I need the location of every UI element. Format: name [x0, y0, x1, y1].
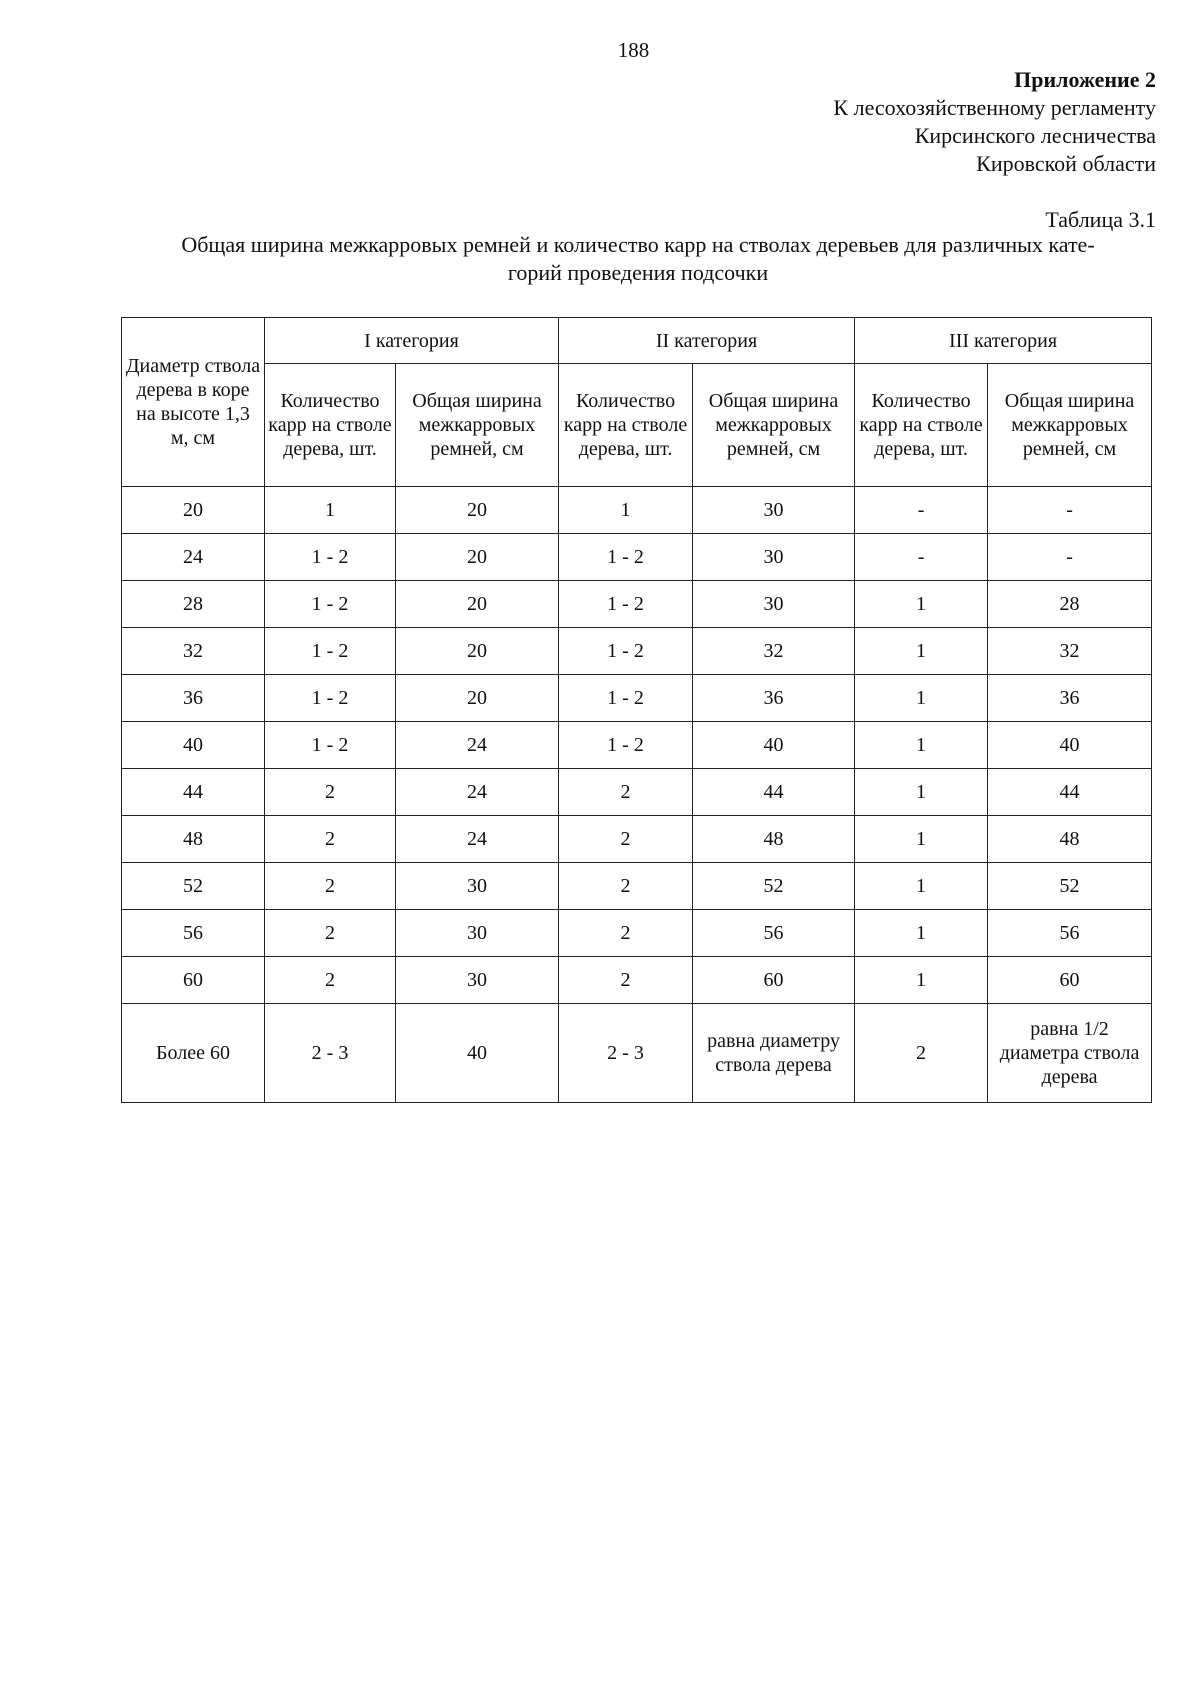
table-cell: 56 — [988, 910, 1152, 957]
table-cell: 1 - 2 — [559, 722, 693, 769]
table-caption: Общая ширина межкарровых ремней и количество карр на стволах деревьев для различных кате- горий проведения подсочки — [181, 232, 1095, 285]
diameter-header: Диаметр ствола дерева в коре на высоте 1,3 м, см — [122, 318, 265, 487]
table-cell: 40 — [988, 722, 1152, 769]
table-cell: 52 — [122, 863, 265, 910]
table-cell: 24 — [396, 816, 559, 863]
table-cell: 48 — [988, 816, 1152, 863]
table-cell: 20 — [396, 534, 559, 581]
table-cell: 1 - 2 — [559, 534, 693, 581]
table-cell: - — [988, 487, 1152, 534]
table-cell: 2 — [559, 816, 693, 863]
table-cell: 1 — [855, 628, 988, 675]
table-cell: 32 — [988, 628, 1152, 675]
table-row — [122, 628, 1152, 675]
table-cell: 2 — [265, 863, 396, 910]
table-cell: 2 — [265, 910, 396, 957]
appendix-line: Кировской области — [976, 151, 1156, 176]
table-cell: 1 - 2 — [559, 581, 693, 628]
table-cell: 24 — [396, 722, 559, 769]
table-cell: 52 — [693, 863, 855, 910]
table-cell: 2 — [559, 957, 693, 1004]
appendix-line: Кирсинского лесничества — [914, 123, 1156, 148]
table-cell: 56 — [122, 910, 265, 957]
appendix-line: К лесохозяйственному регламенту — [833, 95, 1156, 120]
table-cell: 1 — [265, 487, 396, 534]
table-cell: 1 - 2 — [265, 534, 396, 581]
table-cell: 1 — [855, 769, 988, 816]
table-cell: 60 — [988, 957, 1152, 1004]
table-number: Таблица 3.1 — [1045, 207, 1156, 232]
table-row — [122, 863, 1152, 910]
width-header: Общая ширина межкарровых ремней, см — [988, 364, 1152, 487]
table-cell: Более 60 — [122, 1004, 265, 1103]
table-cell: 52 — [988, 863, 1152, 910]
table-cell: 24 — [122, 534, 265, 581]
table-cell: 2 — [559, 910, 693, 957]
table-cell: 30 — [693, 581, 855, 628]
appendix-block — [833, 66, 1156, 178]
table-cell: 40 — [122, 722, 265, 769]
width-header: Общая ширина межкарровых ремней, см — [396, 364, 559, 487]
table-cell: 1 — [855, 957, 988, 1004]
table-cell: 20 — [396, 628, 559, 675]
table-cell: 30 — [396, 910, 559, 957]
table-cell: 1 - 2 — [559, 675, 693, 722]
table-row — [122, 487, 1152, 534]
table-row — [122, 581, 1152, 628]
table-cell: 20 — [396, 581, 559, 628]
table-row — [122, 910, 1152, 957]
table-cell: 1 — [855, 910, 988, 957]
count-header: Количество карр на стволе дерева, шт. — [265, 364, 396, 487]
width-header: Общая ширина межкарровых ремней, см — [693, 364, 855, 487]
table-cell: 20 — [396, 487, 559, 534]
table-cell: - — [855, 487, 988, 534]
table-row — [122, 769, 1152, 816]
table-cell: 1 — [855, 816, 988, 863]
table-cell: 1 — [855, 675, 988, 722]
table-cell: 2 — [559, 863, 693, 910]
table-cell: - — [988, 534, 1152, 581]
table-cell: 36 — [693, 675, 855, 722]
table-cell: 28 — [988, 581, 1152, 628]
table-cell: 32 — [122, 628, 265, 675]
table-row — [122, 722, 1152, 769]
table-cell: 24 — [396, 769, 559, 816]
table-row — [122, 957, 1152, 1004]
tapping-table — [121, 317, 1152, 1103]
table-cell: 1 - 2 — [559, 628, 693, 675]
table-row — [122, 534, 1152, 581]
table-cell: 1 - 2 — [265, 628, 396, 675]
table-row — [122, 675, 1152, 722]
table-cell: равна диаметру ствола дерева — [693, 1004, 855, 1103]
table-cell: 60 — [693, 957, 855, 1004]
table-cell: 48 — [122, 816, 265, 863]
category-3-header: III категория — [855, 318, 1152, 364]
table-cell: 2 — [265, 769, 396, 816]
table-cell: 30 — [396, 863, 559, 910]
table-cell: 32 — [693, 628, 855, 675]
table-cell: 40 — [693, 722, 855, 769]
appendix-title: Приложение 2 — [1014, 67, 1156, 92]
table-cell: 28 — [122, 581, 265, 628]
count-header: Количество карр на стволе дерева, шт. — [855, 364, 988, 487]
table-cell: 1 — [855, 863, 988, 910]
table-cell: 56 — [693, 910, 855, 957]
table-cell: 36 — [122, 675, 265, 722]
category-2-header: II категория — [559, 318, 855, 364]
table-cell: 20 — [396, 675, 559, 722]
table-cell: 2 — [265, 957, 396, 1004]
table-cell: равна 1/2 диаметра ствола дерева — [988, 1004, 1152, 1103]
table-cell: - — [855, 534, 988, 581]
table-cell: 1 - 2 — [265, 722, 396, 769]
table-cell: 1 — [559, 487, 693, 534]
table-cell: 60 — [122, 957, 265, 1004]
table-cell: 20 — [122, 487, 265, 534]
table-cell: 30 — [693, 487, 855, 534]
table-cell: 1 - 2 — [265, 581, 396, 628]
table-cell: 44 — [988, 769, 1152, 816]
table-cell: 2 - 3 — [559, 1004, 693, 1103]
table-cell: 2 — [855, 1004, 988, 1103]
table-cell: 40 — [396, 1004, 559, 1103]
table-row — [122, 1004, 1152, 1103]
page-number: 188 — [617, 38, 650, 62]
table-cell: 36 — [988, 675, 1152, 722]
table-cell: 1 — [855, 722, 988, 769]
table-cell: 1 - 2 — [265, 675, 396, 722]
table-cell: 30 — [396, 957, 559, 1004]
table-cell: 2 — [559, 769, 693, 816]
table-row — [122, 816, 1152, 863]
table-cell: 48 — [693, 816, 855, 863]
table-cell: 2 — [265, 816, 396, 863]
table-cell: 30 — [693, 534, 855, 581]
table-body — [122, 487, 1152, 1103]
table-cell: 44 — [693, 769, 855, 816]
table-cell: 1 — [855, 581, 988, 628]
category-1-header: I категория — [265, 318, 559, 364]
table-cell: 44 — [122, 769, 265, 816]
table-cell: 2 - 3 — [265, 1004, 396, 1103]
count-header: Количество карр на стволе дерева, шт. — [559, 364, 693, 487]
